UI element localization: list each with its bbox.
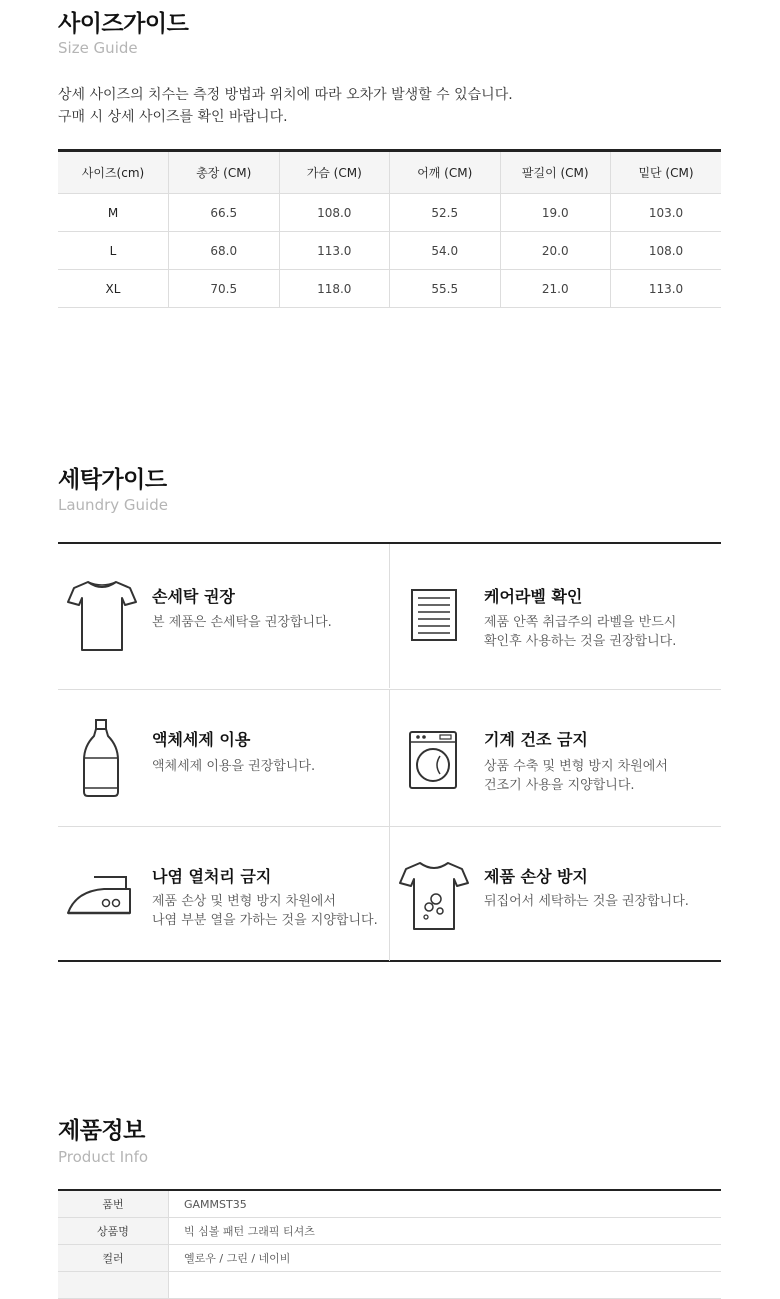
laundry-item-desc-line: 본 제품은 손세탁을 권장합니다. <box>152 615 332 630</box>
size-cell: M <box>58 194 169 232</box>
laundry-item-desc-line: 확인후 사용하는 것을 권장합니다. <box>484 634 677 649</box>
table-cell: 103.0 <box>611 194 722 232</box>
laundry-item-desc <box>152 892 378 930</box>
table-row <box>58 194 721 232</box>
laundry-item-desc-line: 뒤집어서 세탁하는 것을 권장합니다. <box>484 894 689 909</box>
laundry-item-desc <box>484 613 676 651</box>
product-info-value <box>169 1272 722 1299</box>
product-info-label <box>58 1272 169 1299</box>
laundry-item-title: 제품 손상 방지 <box>484 867 588 886</box>
table-cell: 66.5 <box>169 194 280 232</box>
column-header: 밑단 (CM) <box>611 151 722 194</box>
column-header: 팔길이 (CM) <box>500 151 611 194</box>
washing-machine-icon <box>396 726 470 806</box>
table-cell: 70.5 <box>169 270 280 308</box>
table-row <box>58 270 721 308</box>
laundry-item-desc-line: 제품 손상 및 변형 방지 차원에서 <box>152 894 336 909</box>
laundry-item-no-machine-dry <box>389 689 721 826</box>
laundry-item-desc-line: 나염 부분 열을 가하는 것을 지양합니다. <box>152 913 378 928</box>
table-cell: 113.0 <box>611 270 722 308</box>
laundry-item-desc <box>484 757 668 795</box>
laundry-item-desc-line: 상품 수축 및 변형 방지 차원에서 <box>484 759 668 774</box>
detergent-bottle-icon <box>64 718 138 798</box>
laundry-item-prevent-damage <box>389 826 721 961</box>
table-row <box>58 1218 721 1245</box>
table-cell: 68.0 <box>169 232 280 270</box>
laundry-item-desc <box>152 757 315 776</box>
table-row <box>58 1190 721 1218</box>
size-table-header-row <box>58 151 721 194</box>
laundry-guide-subtitle: Laundry Guide <box>58 496 168 514</box>
column-header: 사이즈(cm) <box>58 151 169 194</box>
product-info-title: 제품정보 <box>58 1118 145 1144</box>
table-cell: 118.0 <box>279 270 390 308</box>
product-info-value: GAMMST35 <box>169 1190 722 1218</box>
size-table <box>58 149 721 308</box>
table-cell: 113.0 <box>279 232 390 270</box>
table-cell: 108.0 <box>279 194 390 232</box>
table-cell: 52.5 <box>390 194 501 232</box>
laundry-guide-title: 세탁가이드 <box>58 467 167 493</box>
product-info-value: 빅 심볼 패턴 그래픽 티셔츠 <box>169 1218 722 1245</box>
laundry-item-liquid-detergent <box>58 689 389 826</box>
laundry-item-desc <box>484 892 689 911</box>
laundry-item-hand-wash <box>58 544 389 688</box>
size-notice-line: 구매 시 상세 사이즈를 확인 바랍니다. <box>58 109 288 125</box>
laundry-grid <box>58 542 721 962</box>
tshirt-icon <box>64 574 138 654</box>
care-label-icon <box>396 584 470 664</box>
table-cell: 20.0 <box>500 232 611 270</box>
laundry-item-no-heat-print <box>58 826 389 961</box>
laundry-item-desc-line: 건조기 사용을 지양합니다. <box>484 778 635 793</box>
table-cell: 54.0 <box>390 232 501 270</box>
product-info-value: 옐로우 / 그린 / 네이비 <box>169 1245 722 1272</box>
product-info-subtitle: Product Info <box>58 1148 149 1166</box>
table-row <box>58 1245 721 1272</box>
laundry-item-care-label <box>389 544 721 688</box>
table-cell: 108.0 <box>611 232 722 270</box>
size-guide-title: 사이즈가이드 <box>58 11 189 37</box>
size-guide-subtitle: Size Guide <box>58 39 138 57</box>
size-notice <box>58 84 513 128</box>
laundry-item-title: 액체세제 이용 <box>152 730 251 749</box>
printed-tshirt-icon <box>396 855 470 935</box>
product-info-label: 상품명 <box>58 1218 169 1245</box>
laundry-item-title: 기계 건조 금지 <box>484 730 588 749</box>
product-info-table <box>58 1189 721 1299</box>
laundry-item-desc-line: 액체세제 이용을 권장합니다. <box>152 759 316 774</box>
column-header: 총장 (CM) <box>169 151 280 194</box>
size-notice-line: 상세 사이즈의 치수는 측정 방법과 위치에 따라 오차가 발생할 수 있습니다. <box>58 87 513 103</box>
column-header: 가슴 (CM) <box>279 151 390 194</box>
laundry-item-desc <box>152 613 332 632</box>
product-info-label: 컬러 <box>58 1245 169 1272</box>
laundry-item-title: 나염 열처리 금지 <box>152 867 272 886</box>
iron-icon <box>64 857 138 937</box>
column-header: 어깨 (CM) <box>390 151 501 194</box>
laundry-item-title: 손세탁 권장 <box>152 587 235 606</box>
product-info-label: 품번 <box>58 1190 169 1218</box>
table-cell: 19.0 <box>500 194 611 232</box>
table-row <box>58 1272 721 1299</box>
size-cell: XL <box>58 270 169 308</box>
laundry-item-desc-line: 제품 안쪽 취급주의 라벨을 반드시 <box>484 615 677 630</box>
table-cell: 55.5 <box>390 270 501 308</box>
laundry-item-title: 케어라벨 확인 <box>484 587 583 606</box>
table-row <box>58 232 721 270</box>
size-cell: L <box>58 232 169 270</box>
table-cell: 21.0 <box>500 270 611 308</box>
